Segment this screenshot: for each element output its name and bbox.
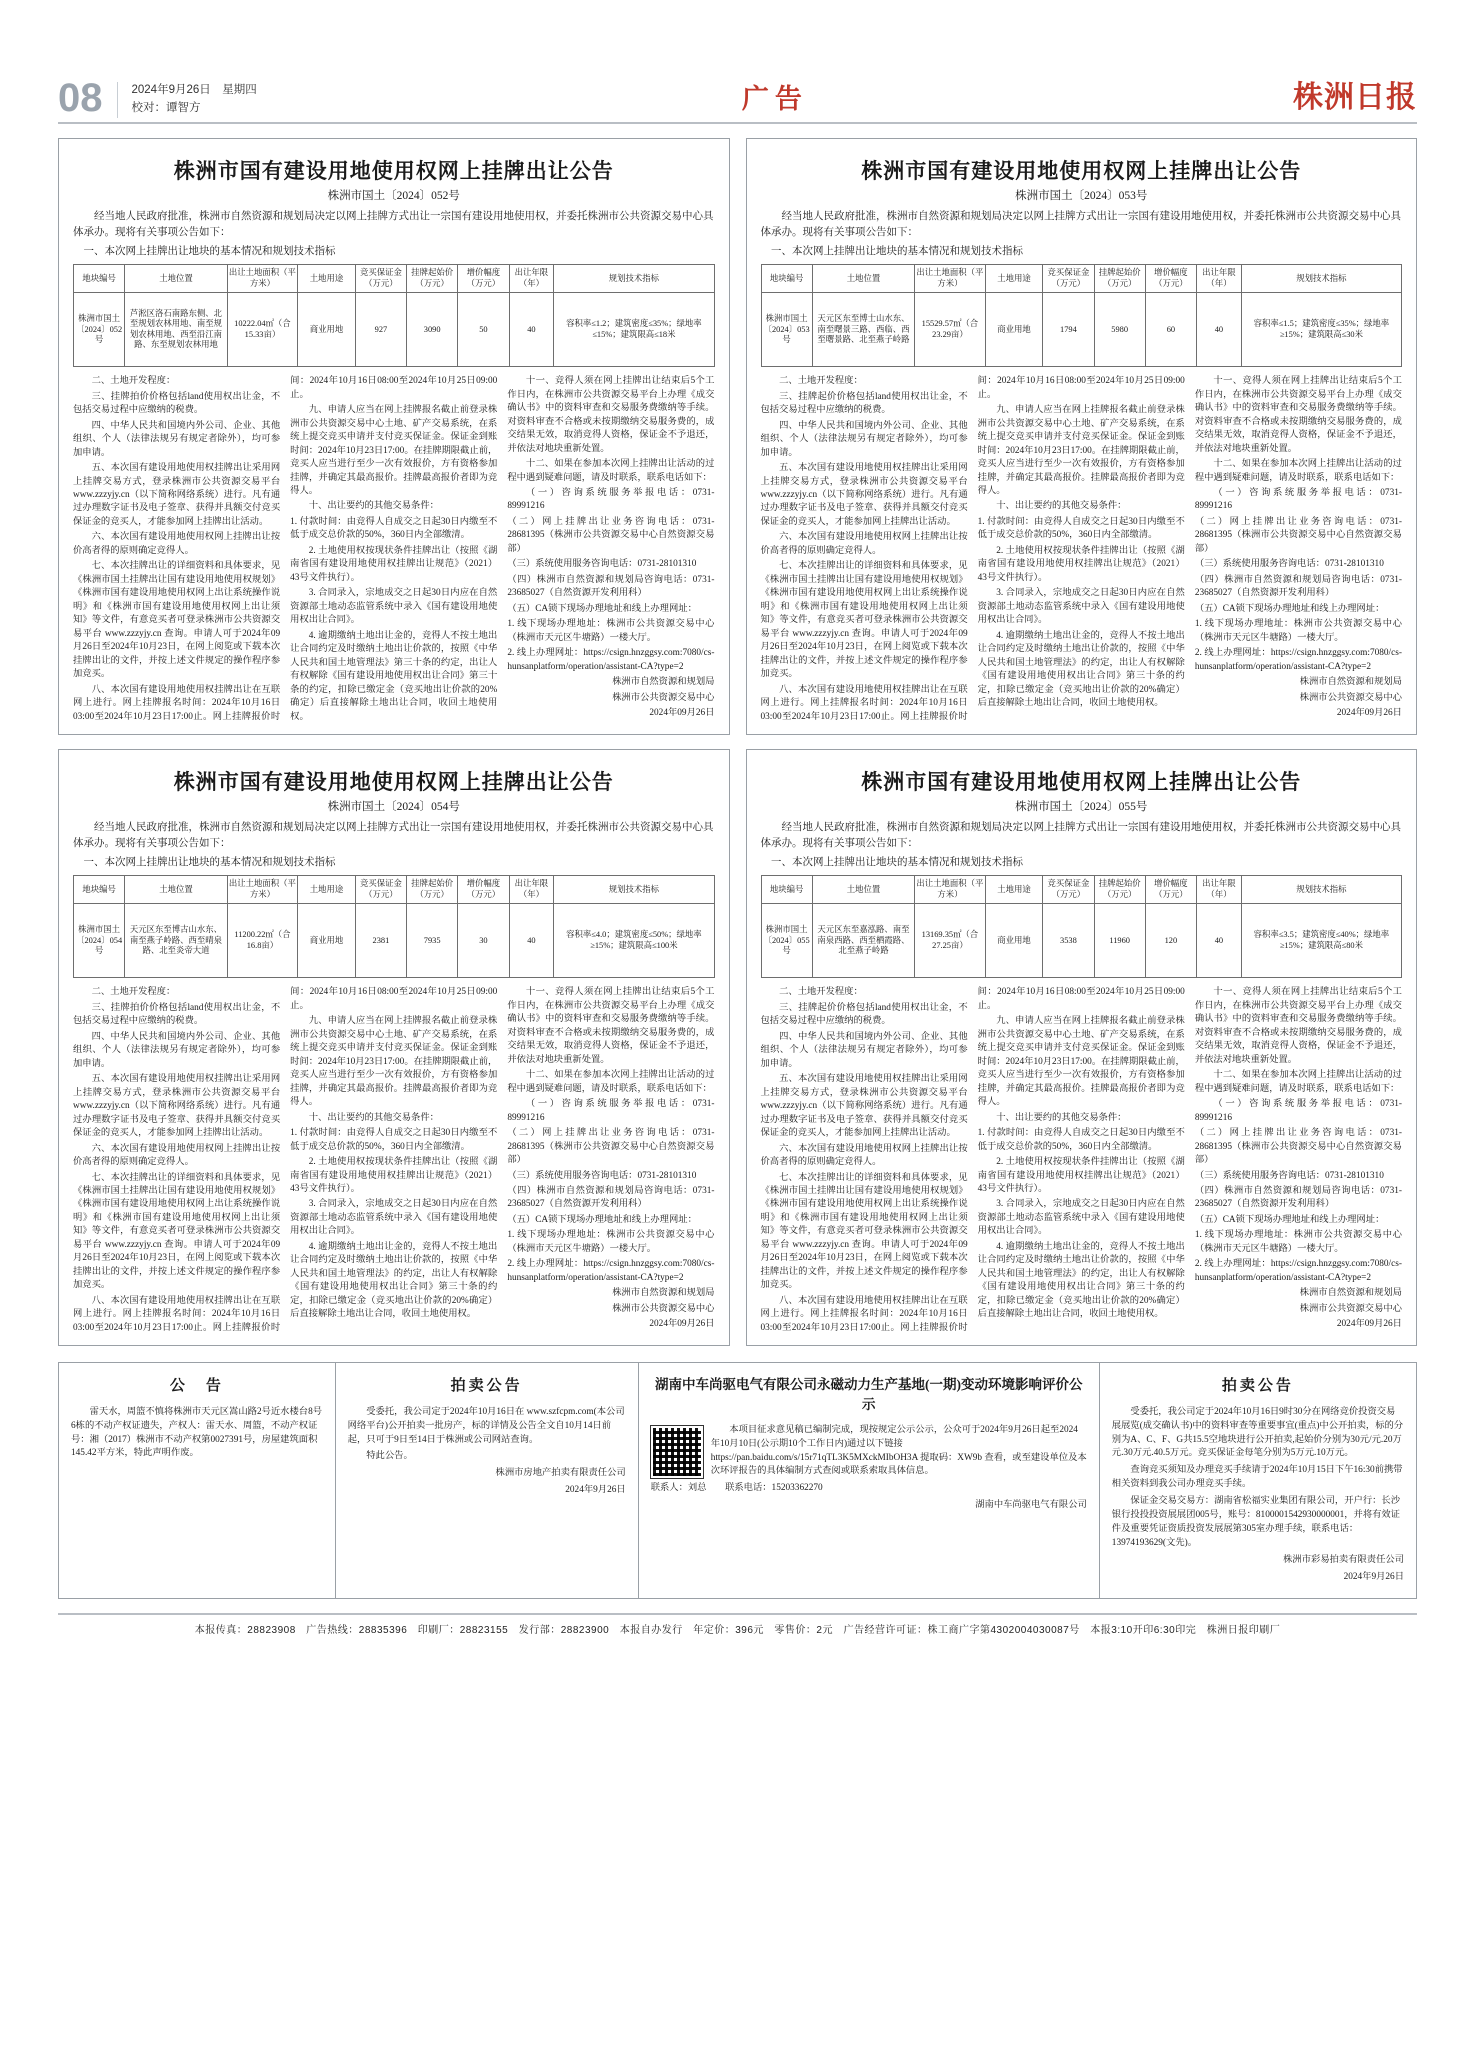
- td-start-price: 11960: [1094, 904, 1145, 978]
- body-para: 八、本次国有建设用地使用权挂牌出让在互联网上进行。网上挂牌报名时间：2024年10月16日03:00至2024年10月23日17:00止。网上挂牌报价时间：2024年10月16日08:00至2024年10月25日09:00止。: [760, 987, 1185, 1333]
- body-para: 三、挂牌拍价价格包括land使用权出让金，不包括交易过程中应缴纳的税费。: [73, 391, 281, 416]
- th-use: 土地用途: [985, 876, 1043, 904]
- ad-signature-date: 2024年9月26日: [1343, 1571, 1404, 1582]
- header-divider: [58, 122, 1417, 124]
- th-increment: 增价幅度（万元）: [458, 265, 509, 293]
- th-years: 出让年限（年）: [1197, 265, 1242, 293]
- table-row: [74, 904, 715, 978]
- signature-line: 株洲市自然资源和规划局: [612, 677, 715, 688]
- td-location: 芦淞区洛石南路东侧、北至规划农林用地、南至规划农林用地、西至沿江南路、东至规划农林用地: [125, 293, 227, 367]
- publish-date: 2024年9月26日 星期四: [131, 84, 257, 97]
- td-start-price: 7935: [407, 904, 458, 978]
- signature-line: 株洲市公共资源交易中心: [1299, 692, 1402, 703]
- td-location: 天元区东至嘉泓路、南至南泉西路、西至栖霞路、北至燕子岭路: [812, 904, 914, 978]
- th-deposit: 竞买保证金（万元）: [355, 265, 406, 293]
- body-para: 六、本次国有建设用地使用权网上挂牌出让按价高者得的原则确定竞得人。: [73, 532, 281, 556]
- notice-block: [746, 749, 1418, 1346]
- notice-section-1: 一、本次网上挂牌出让地块的基本情况和规划技术指标: [83, 856, 336, 868]
- body-para: 二、土地开发程度：: [779, 987, 863, 998]
- body-para: （五）CA锁下现场办理地址和线上办理网址：: [1194, 603, 1385, 614]
- td-use: 商业用地: [298, 904, 356, 978]
- notice-doc-no: 株洲市国土〔2024〕053号: [1015, 190, 1148, 202]
- body-para: 七、本次挂牌出让的详细资料和具体要求，见《株洲市国土挂牌出让国有建设用地使用权规划》《株洲市国有建设用地使用权网上出让系统操作说明》和《株洲市国有建设用地使用权网上出让须知》等文件，有意竞买者可登录株洲市公共资源交易平台 www.zzzyjy.cn 查询。申请人可于2024年09月26日至2024年10月23日，在网上阅览或下载本次挂牌出让的文件，并按上述文件规定的操作程序参加竞买。: [760, 1172, 968, 1291]
- td-indicators: 容积率≤3.5；建筑密度≤40%；绿地率≥15%；建筑限高≤80米: [1241, 904, 1401, 978]
- body-para: 3. 合同录入，宗地成交之日起30日内应在自然资源部土地动态监管系统中录入《国有建设用地使用权出让合同》。: [290, 588, 498, 626]
- body-para: （三）系统使用服务咨询电话：0731-28101310: [507, 1170, 697, 1181]
- body-para: 八、本次国有建设用地使用权挂牌出让在互联网上进行。网上挂牌报名时间：2024年10月16日03:00至2024年10月23日17:00止。网上挂牌报价时间：2024年10月16日08:00至2024年10月25日09:00止。: [760, 376, 1185, 722]
- body-para: 2. 线上办理网址：https://csign.hnzggsy.com:7080/cs-hunsanplatform/operation/assistant-CA?type=2: [507, 1259, 715, 1283]
- body-para: （二）网上挂牌出让业务咨询电话：0731-28681395（株洲市公共资源交易中心自然资源交易部）: [507, 1128, 715, 1166]
- th-indicators: 规划技术指标: [554, 876, 714, 904]
- notice-lead: 经当地人民政府批准，株洲市自然资源和规划局决定以网上挂牌方式出让一宗国有建设用地使用权，并委托株洲市公共资源交易中心具体承办。现将有关事项公告如下：: [760, 211, 1401, 238]
- proofreader: 校对：谭智方: [131, 102, 201, 115]
- body-para: （四）株洲市自然资源和规划局咨询电话：0731-23685027（自然资源开发利用科）: [507, 574, 715, 599]
- body-para: 2. 线上办理网址：https://csign.hnzggsy.com:7080/cs-hunsanplatform/operation/assistant-CA?type=2: [1194, 648, 1402, 672]
- td-years: 40: [1197, 293, 1242, 367]
- body-para: 八、本次国有建设用地使用权挂牌出让在互联网上进行。网上挂牌报名时间：2024年10月16日03:00至2024年10月23日17:00止。网上挂牌报价时间：2024年10月16日08:00至2024年10月25日09:00止。: [73, 987, 498, 1333]
- td-increment: 30: [458, 904, 509, 978]
- body-para: （四）株洲市自然资源和规划局咨询电话：0731-23685027（自然资源开发利用科）: [1194, 1185, 1402, 1210]
- ad-public-notice: [59, 1363, 336, 1598]
- td-area: 11200.22㎡（合16.8亩）: [227, 904, 297, 978]
- notice-title: 株洲市国有建设用地使用权网上挂牌出让公告: [861, 770, 1302, 795]
- td-indicators: 容积率≤4.0；建筑密度≤50%；绿地率≥15%；建筑限高≤100米: [554, 904, 714, 978]
- td-use: 商业用地: [985, 904, 1043, 978]
- qr-code-icon: [651, 1426, 703, 1478]
- body-para: 2. 土地使用权按现状条件挂牌出让（按照《湖南省国有建设用地使用权挂牌出让规范》（2021）43号文件执行）。: [977, 545, 1185, 583]
- body-para: （一）咨询系统服务举报电话：0731-89991216: [1194, 1099, 1402, 1123]
- notice-lead: 经当地人民政府批准，株洲市自然资源和规划局决定以网上挂牌方式出让一宗国有建设用地使用权，并委托株洲市公共资源交易中心具体承办。现将有关事项公告如下：: [73, 211, 714, 238]
- body-para: 三、挂牌起价价格包括land使用权出让金，不包括交易过程中应缴纳的税费。: [760, 391, 968, 416]
- body-para: （四）株洲市自然资源和规划局咨询电话：0731-23685027（自然资源开发利用科）: [507, 1185, 715, 1210]
- th-parcel-no: 地块编号: [761, 876, 812, 904]
- notice-title: 株洲市国有建设用地使用权网上挂牌出让公告: [861, 159, 1302, 183]
- ad-body: 本项目征求意见稿已编制完成，现按规定公示公示，公众可于2024年9月26日起至2024年10月10日(公示期10个工作日内)通过以下链接 https://pan.baidu.com/s/15r71qTL3K5MXckMIbOH3A 提取码：XW9b 查看，或至建设单位及本次环评报告的具体编制方式查阅或联系索取具体信息。: [710, 1424, 1087, 1477]
- ad-environmental-notice: [639, 1363, 1100, 1598]
- th-start-price: 挂牌起始价（万元）: [1094, 876, 1145, 904]
- ad-auction-notice-2: [1100, 1363, 1416, 1598]
- td-deposit: 3538: [1043, 904, 1094, 978]
- body-para: （三）系统使用服务咨询电话：0731-28101310: [507, 559, 697, 570]
- th-location: 土地位置: [125, 265, 227, 293]
- td-use: 商业用地: [985, 293, 1043, 367]
- body-para: 五、本次国有建设用地使用权挂牌出让采用网上挂牌交易方式，登录株洲市公共资源交易平台 www.zzzyjy.cn（以下简称网络系统）进行。凡有通过办理数字证书及电子签章、获得并具额交付竞买保证金的竞买人，才能参加网上挂牌出让活动。: [760, 463, 968, 527]
- body-para: 三、挂牌拍价价格包括land使用权出让金，不包括交易过程中应缴纳的税费。: [73, 1002, 281, 1027]
- notice-block: [746, 138, 1418, 735]
- th-start-price: 挂牌起始价（万元）: [1094, 265, 1145, 293]
- ad-body: 保证金交易交易方：湖南省松福实业集团有限公司，开户行：长沙银行投投投资展展团005号，账号：8100001542930000001，并将有效证件及重要凭证资质投资发展展第305室办理手续，联系电话：13974193629(文先)。: [1111, 1496, 1401, 1549]
- notice-body: [761, 986, 1403, 1335]
- th-location: 土地位置: [812, 876, 914, 904]
- th-years: 出让年限（年）: [1197, 876, 1242, 904]
- th-location: 土地位置: [125, 876, 227, 904]
- body-para: 4. 逾期缴纳土地出让金的，竞得人不按土地出让合同约定及时缴纳土地出让价款的，按照《中华人民共和国土地管理法》的约定，出让人有权解除《国有建设用地使用权出让合同》第三十条的约定，扣除已缴定金（竞买地出让价款的20%确定）后直接解除土地出让合同，收回土地使用权。: [290, 1241, 498, 1320]
- page-number: 08: [58, 76, 103, 120]
- body-para: 十一、竞得人须在网上挂牌出让结束后5个工作日内，在株洲市公共资源交易平台上办理《成交确认书》中的资料审查和交易服务费缴纳等手续。对资料审查不合格或未按期缴纳交易服务费的，成交结果无效，取消竞得人资格，保证金不予退还，并依法对地块重新处置。: [1194, 376, 1402, 454]
- body-para: 2. 土地使用权按现状条件挂牌出让（按照《湖南省国有建设用地使用权挂牌出让规范》（2021）43号文件执行）。: [290, 1157, 498, 1194]
- table-row: [761, 293, 1402, 367]
- th-deposit: 竞买保证金（万元）: [355, 876, 406, 904]
- body-para: 1. 线下现场办理地址：株洲市公共资源交易中心（株洲市天元区牛塘路）一楼大厅。: [1194, 1230, 1402, 1254]
- body-para: （五）CA锁下现场办理地址和线上办理网址：: [1194, 1214, 1385, 1225]
- body-para: 六、本次国有建设用地使用权网上挂牌出让按价高者得的原则确定竞得人。: [73, 1143, 281, 1168]
- ad-auction-notice-1: [336, 1363, 639, 1598]
- body-para: 四、中华人民共和国境内外公司、企业、其他组织、个人（法律法规另有规定者除外），均可参加申请。: [760, 1031, 968, 1069]
- body-para: 2. 土地使用权按现状条件挂牌出让（按照《湖南省国有建设用地使用权挂牌出让规范》（2021）43号文件执行）。: [290, 545, 498, 583]
- land-table: [761, 875, 1403, 978]
- ad-signature-date: 2024年9月26日: [565, 1485, 626, 1496]
- notice-section-1: 一、本次网上挂牌出让地块的基本情况和规划技术指标: [83, 245, 336, 257]
- th-deposit: 竞买保证金（万元）: [1043, 876, 1094, 904]
- body-para: 十、出让要约的其他交易条件：: [996, 501, 1127, 512]
- signature-line: 株洲市自然资源和规划局: [612, 1288, 715, 1299]
- td-indicators: 容积率≤1.2；建筑密度≤35%；绿地率≤15%；建筑限高≤18米: [554, 293, 714, 367]
- body-para: （四）株洲市自然资源和规划局咨询电话：0731-23685027（自然资源开发利用科）: [1194, 574, 1402, 599]
- body-para: 三、挂牌起价价格包括land使用权出让金，不包括交易过程中应缴纳的税费。: [760, 1002, 968, 1027]
- td-increment: 60: [1145, 293, 1196, 367]
- notice-doc-no: 株洲市国土〔2024〕055号: [1015, 801, 1148, 814]
- body-para: 七、本次挂牌出让的详细资料和具体要求，见《株洲市国土挂牌出让国有建设用地使用权规划》《株洲市国有建设用地使用权网上出让系统操作说明》和《株洲市国有建设用地使用权网上出让须知》等文件，有意竞买者可登录株洲市公共资源交易平台 www.zzzyjy.cn 查询。申请人可于2024年09月26日至2024年10月23日，在网上阅览或下载本次挂牌出让的文件，并按上述文件规定的操作程序参加竞买。: [73, 561, 281, 680]
- notice-title: 株洲市国有建设用地使用权网上挂牌出让公告: [173, 770, 614, 795]
- body-para: 2. 土地使用权按现状条件挂牌出让（按照《湖南省国有建设用地使用权挂牌出让规范》（2021）43号文件执行）。: [977, 1157, 1185, 1194]
- td-location: 天元区东至博古山水东、南至燕子岭路、西至晴泉路、北至炎帝大道: [125, 904, 227, 978]
- notice-lead: 经当地人民政府批准，株洲市自然资源和规划局决定以网上挂牌方式出让一宗国有建设用地使用权，并委托株洲市公共资源交易中心具体承办。现将有关事项公告如下：: [73, 822, 714, 849]
- th-years: 出让年限（年）: [509, 876, 554, 904]
- ad-signature: 株洲市房地产拍卖有限责任公司: [495, 1468, 626, 1479]
- newspaper-brand: 株洲日报: [1293, 81, 1417, 114]
- th-area: 出让土地面积（平方米）: [915, 876, 985, 904]
- signature-line: 株洲市自然资源和规划局: [1299, 677, 1402, 688]
- td-indicators: 容积率≤1.5；建筑密度≤35%；绿地率≥15%；建筑限高≤30米: [1241, 293, 1401, 367]
- masthead: [0, 0, 1475, 118]
- notices-grid: [58, 138, 1417, 1346]
- body-para: 十二、如果在参加本次网上挂牌出让活动的过程中遇到疑难问题，请及时联系，联系电话如下：: [507, 1070, 715, 1094]
- body-para: 十、出让要约的其他交易条件：: [308, 501, 439, 512]
- notice-title: 株洲市国有建设用地使用权网上挂牌出让公告: [173, 159, 614, 183]
- land-table: [761, 264, 1403, 367]
- signature-date: 2024年09月26日: [649, 1319, 715, 1330]
- signature-date: 2024年09月26日: [1336, 1319, 1402, 1330]
- body-para: 1. 付款时间：由竞得人自成交之日起30日内缴至不低于成交总价款的50%，360日内全部缴清。: [290, 1128, 498, 1152]
- td-parcel-no: 株洲市国土〔2024〕054号: [74, 904, 125, 978]
- notice-section-1: 一、本次网上挂牌出让地块的基本情况和规划技术指标: [771, 245, 1023, 257]
- body-para: 1. 线下现场办理地址：株洲市公共资源交易中心（株洲市天元区牛塘路）一楼大厅。: [507, 1230, 715, 1254]
- body-para: 五、本次国有建设用地使用权挂牌出让采用网上挂牌交易方式，登录株洲市公共资源交易平台 www.zzzyjy.cn（以下简称网络系统）进行。凡有通过办理数字证书及电子签章、获得并具额交付竞买保证金的竞买人，才能参加网上挂牌出让活动。: [73, 1074, 281, 1139]
- th-location: 土地位置: [812, 265, 914, 293]
- body-para: 1. 付款时间：由竞得人自成交之日起30日内缴至不低于成交总价款的50%，360日内全部缴清。: [977, 1128, 1185, 1152]
- body-para: （一）咨询系统服务举报电话：0731-89991216: [1194, 488, 1402, 512]
- body-para: 4. 逾期缴纳土地出让金的，竞得人不按土地出让合同约定及时缴纳土地出让价款的，按照《中华人民共和国土地管理法》的约定，出让人有权解除《国有建设用地使用权出让合同》第三十条的约定，扣除已缴定金（竞买地出让价款的20%确定）后直接解除土地出让合同，收回土地使用权。: [977, 1241, 1185, 1320]
- date-block: [117, 82, 257, 118]
- body-para: （二）网上挂牌出让业务咨询电话：0731-28681395（株洲市公共资源交易中心自然资源交易部）: [1194, 1128, 1402, 1166]
- signature-line: 株洲市自然资源和规划局: [1299, 1288, 1402, 1299]
- signature-date: 2024年09月26日: [649, 708, 715, 719]
- ad-body: 受委托，我公司定于2024年10月16日在 www.szfcpm.com(本公司网络平台)公开拍卖一批房产，标的详情及公告全文自10月14日前起，只可于9日至14日于株洲或公司网站查询。: [347, 1406, 625, 1445]
- body-para: （三）系统使用服务咨询电话：0731-28101310: [1194, 559, 1384, 570]
- th-parcel-no: 地块编号: [74, 876, 125, 904]
- body-para: 3. 合同录入，宗地成交之日起30日内应在自然资源部土地动态监管系统中录入《国有建设用地使用权出让合同》。: [290, 1199, 498, 1237]
- body-para: 四、中华人民共和国境内外公司、企业、其他组织、个人（法律法规另有规定者除外），均可参加申请。: [760, 420, 968, 458]
- body-para: 1. 线下现场办理地址：株洲市公共资源交易中心（株洲市天元区牛塘路）一楼大厅。: [1194, 619, 1402, 643]
- ad-body: 查询竞买须知及办理竞买手续请于2024年10月15日下午16:30前携带相关资料到我公司办理竞买手续。: [1111, 1465, 1403, 1490]
- body-para: 1. 付款时间：由竞得人自成交之日起30日内缴至不低于成交总价款的50%，360日内全部缴清。: [290, 516, 498, 541]
- notice-doc-no: 株洲市国土〔2024〕054号: [327, 801, 460, 814]
- ad-contact: 联系人：刘总 联系电话：15203362270: [650, 1483, 823, 1494]
- th-deposit: 竞买保证金（万元）: [1043, 265, 1094, 293]
- body-para: 五、本次国有建设用地使用权挂牌出让采用网上挂牌交易方式，登录株洲市公共资源交易平台 www.zzzyjy.cn（以下简称网络系统）进行。凡有通过办理数字证书及电子签章、获得并具额交付竞买保证金的竞买人，才能参加网上挂牌出让活动。: [760, 1074, 968, 1139]
- bottom-ads-strip: [58, 1362, 1417, 1599]
- body-para: 二、土地开发程度：: [779, 376, 863, 387]
- td-years: 40: [1197, 904, 1242, 978]
- body-para: 十一、竞得人须在网上挂牌出让结束后5个工作日内，在株洲市公共资源交易平台上办理《成交确认书》中的资料审查和交易服务费缴纳等手续。对资料审查不合格或未按期缴纳交易服务费的，成交结果无效，取消竞得人资格，保证金不予退还，并依法对地块重新处置。: [507, 987, 715, 1065]
- th-parcel-no: 地块编号: [74, 265, 125, 293]
- td-start-price: 3090: [407, 293, 458, 367]
- body-para: 十二、如果在参加本次网上挂牌出让活动的过程中遇到疑难问题，请及时联系，联系电话如下：: [1194, 459, 1402, 483]
- body-para: 五、本次国有建设用地使用权挂牌出让采用网上挂牌交易方式，登录株洲市公共资源交易平台 www.zzzyjy.cn（以下简称网络系统）进行。凡有通过办理数字证书及电子签章、获得并具额交付竞买保证金的竞买人，才能参加网上挂牌出让活动。: [73, 463, 281, 527]
- td-years: 40: [509, 293, 554, 367]
- th-increment: 增价幅度（万元）: [1145, 876, 1196, 904]
- ad-title: 拍卖公告: [450, 1378, 523, 1395]
- th-indicators: 规划技术指标: [1241, 265, 1401, 293]
- body-para: 六、本次国有建设用地使用权网上挂牌出让按价高者得的原则确定竞得人。: [760, 1143, 968, 1168]
- td-deposit: 927: [355, 293, 406, 367]
- notice-lead: 经当地人民政府批准，株洲市自然资源和规划局决定以网上挂牌方式出让一宗国有建设用地使用权，并委托株洲市公共资源交易中心具体承办。现将有关事项公告如下：: [760, 822, 1401, 849]
- td-area: 13169.35㎡（合27.25亩）: [915, 904, 985, 978]
- page-footer: 本报传真：28823908 广告热线：28835396 印刷厂：28823155 发行部：28823900 本报自办发行 年定价：396元 零售价：2元 广告经营许可证：株工商广字第4302004030087号 本报3:10开印6:30印完 株洲日报印刷厂: [58, 1613, 1417, 1636]
- body-para: 九、申请人应当在网上挂牌报名截止前登录株洲市公共资源交易中心土地、矿产交易系统，在系统上提交竞买申请并支付竞买保证金。保证金到账时间：2024年10月23日17:00。在挂牌期限截止前，竞买人应当进行至少一次有效报价，方有资格参加挂牌，并确定其最高报价。挂牌最高报价者即为竞得人。: [290, 1016, 498, 1108]
- body-para: （二）网上挂牌出让业务咨询电话：0731-28681395（株洲市公共资源交易中心自然资源交易部）: [507, 516, 715, 554]
- table-row: [761, 904, 1402, 978]
- notice-section-1: 一、本次网上挂牌出让地块的基本情况和规划技术指标: [771, 856, 1023, 868]
- notice-body: [73, 375, 715, 724]
- td-start-price: 5980: [1094, 293, 1145, 367]
- body-para: 2. 线上办理网址：https://csign.hnzggsy.com:7080/cs-hunsanplatform/operation/assistant-CA?type=2: [1194, 1259, 1402, 1283]
- body-para: 十二、如果在参加本次网上挂牌出让活动的过程中遇到疑难问题，请及时联系，联系电话如下：: [507, 459, 715, 483]
- body-para: 十、出让要约的其他交易条件：: [996, 1112, 1127, 1123]
- body-para: 1. 付款时间：由竞得人自成交之日起30日内缴至不低于成交总价款的50%，360日内全部缴清。: [977, 516, 1185, 541]
- body-para: 3. 合同录入，宗地成交之日起30日内应在自然资源部土地动态监管系统中录入《国有建设用地使用权出让合同》。: [977, 1199, 1185, 1237]
- body-para: 九、申请人应当在网上挂牌报名截止前登录株洲市公共资源交易中心土地、矿产交易系统，在系统上提交竞买申请并支付竞买保证金。保证金到账时间：2024年10月23日17:00。在挂牌期限截止前，竞买人应当进行至少一次有效报价，方有资格参加挂牌，并确定其最高报价。挂牌最高报价者即为竞得人。: [977, 405, 1185, 496]
- td-deposit: 2381: [355, 904, 406, 978]
- body-para: 二、土地开发程度：: [91, 987, 176, 998]
- section-title: 广告: [741, 84, 808, 114]
- body-para: 十、出让要约的其他交易条件：: [308, 1112, 439, 1123]
- body-para: 2. 线上办理网址：https://csign.hnzggsy.com:7080/cs-hunsanplatform/operation/assistant-CA?type=2: [507, 648, 715, 672]
- signature-line: 株洲市公共资源交易中心: [1299, 1303, 1402, 1314]
- body-para: 二、土地开发程度：: [91, 376, 176, 387]
- body-para: 十二、如果在参加本次网上挂牌出让活动的过程中遇到疑难问题，请及时联系，联系电话如下：: [1194, 1070, 1402, 1094]
- body-para: 4. 逾期缴纳土地出让金的，竞得人不按土地出让合同约定及时缴纳土地出让价款的，按照《中华人民共和国土地管理法》的约定，出让人有权解除《国有建设用地使用权出让合同》第三十条的约定，扣除已缴定金（竞买地出让价款的20%确定）后直接解除土地出让合同，收回土地使用权。: [977, 630, 1185, 709]
- signature-line: 株洲市公共资源交易中心: [612, 692, 715, 703]
- th-indicators: 规划技术指标: [554, 265, 714, 293]
- ad-body: 受委托，我公司定于2024年10月16日9时30分在网络竞价投资交易展展览(成交确认书)中的资料审查等重要事宜(重点)中公开拍卖，标的分别为A、C、F、G共15.5空地块进行公开拍卖,起始价分别为30元/元.20万元.30万元.40.5万元。竞买保证金每笔分别为5万元.10万元。: [1111, 1406, 1404, 1459]
- body-para: 1. 线下现场办理地址：株洲市公共资源交易中心（株洲市天元区牛塘路）一楼大厅。: [507, 619, 715, 643]
- ad-body: 雷天水，周篮不慎将株洲市天元区嵩山路2号近水楼台8号6栋的不动产权证遗失，产权人：雷天水、周篮，不动产权证号：湘（2017）株洲市不动产权第0027391号，房屋建筑面积145.42平方米，特此声明作废。: [71, 1406, 323, 1459]
- body-para: 3. 合同录入，宗地成交之日起30日内应在自然资源部土地动态监管系统中录入《国有建设用地使用权出让合同》。: [977, 588, 1185, 626]
- td-deposit: 1794: [1043, 293, 1094, 367]
- td-parcel-no: 株洲市国土〔2024〕052号: [74, 293, 125, 367]
- th-area: 出让土地面积（平方米）: [227, 265, 297, 293]
- th-use: 土地用途: [985, 265, 1043, 293]
- ad-signature: 株洲市彩易拍卖有限责任公司: [1283, 1555, 1404, 1565]
- th-use: 土地用途: [298, 876, 356, 904]
- td-increment: 120: [1145, 904, 1196, 978]
- body-para: （三）系统使用服务咨询电话：0731-28101310: [1194, 1170, 1384, 1181]
- body-para: 十一、竞得人须在网上挂牌出让结束后5个工作日内，在株洲市公共资源交易平台上办理《成交确认书》中的资料审查和交易服务费缴纳等手续。对资料审查不合格或未按期缴纳交易服务费的，成交结果无效，取消竞得人资格，保证金不予退还，并依法对地块重新处置。: [507, 376, 715, 454]
- th-indicators: 规划技术指标: [1241, 876, 1401, 904]
- ad-title: 拍卖公告: [1221, 1378, 1294, 1395]
- notice-body: [73, 986, 715, 1335]
- td-use: 商业用地: [298, 293, 356, 367]
- signature-date: 2024年09月26日: [1336, 708, 1402, 719]
- body-para: （五）CA锁下现场办理地址和线上办理网址：: [507, 1214, 697, 1225]
- body-para: （二）网上挂牌出让业务咨询电话：0731-28681395（株洲市公共资源交易中心自然资源交易部）: [1194, 516, 1402, 554]
- th-parcel-no: 地块编号: [761, 265, 812, 293]
- ad-title: 公 告: [169, 1378, 224, 1395]
- td-increment: 50: [458, 293, 509, 367]
- body-para: （一）咨询系统服务举报电话：0731-89991216: [507, 488, 715, 512]
- body-para: 七、本次挂牌出让的详细资料和具体要求，见《株洲市国土挂牌出让国有建设用地使用权规划》《株洲市国有建设用地使用权网上出让系统操作说明》和《株洲市国有建设用地使用权网上出让须知》等文件，有意竞买者可登录株洲市公共资源交易平台 www.zzzyjy.cn 查询。申请人可于2024年09月26日至2024年10月23日，在网上阅览或下载本次挂牌出让的文件，并按上述文件规定的操作程序参加竞买。: [760, 561, 968, 680]
- ad-body: 特此公告。: [366, 1451, 413, 1462]
- notice-block: [58, 138, 730, 735]
- th-increment: 增价幅度（万元）: [458, 876, 509, 904]
- body-para: 九、申请人应当在网上挂牌报名截止前登录株洲市公共资源交易中心土地、矿产交易系统，在系统上提交竞买申请并支付竞买保证金。保证金到账时间：2024年10月23日17:00。在挂牌期限截止前，竞买人应当进行至少一次有效报价，方有资格参加挂牌，并确定其最高报价。挂牌最高报价者即为竞得人。: [977, 1016, 1185, 1108]
- th-start-price: 挂牌起始价（万元）: [407, 265, 458, 293]
- th-area: 出让土地面积（平方米）: [915, 265, 985, 293]
- body-para: （五）CA锁下现场办理地址和线上办理网址：: [507, 603, 697, 614]
- body-para: 六、本次国有建设用地使用权网上挂牌出让按价高者得的原则确定竞得人。: [760, 532, 968, 556]
- td-parcel-no: 株洲市国土〔2024〕053号: [761, 293, 812, 367]
- signature-line: 株洲市公共资源交易中心: [612, 1303, 715, 1314]
- body-para: 九、申请人应当在网上挂牌报名截止前登录株洲市公共资源交易中心土地、矿产交易系统，在系统上提交竞买申请并支付竞买保证金。保证金到账时间：2024年10月23日17:00。在挂牌期限截止前，竞买人应当进行至少一次有效报价，方有资格参加挂牌，并确定其最高报价。挂牌最高报价者即为竞得人。: [290, 405, 498, 496]
- td-parcel-no: 株洲市国土〔2024〕055号: [761, 904, 812, 978]
- th-increment: 增价幅度（万元）: [1145, 265, 1196, 293]
- land-table: [73, 875, 715, 978]
- td-area: 15529.57㎡（合23.29亩）: [915, 293, 985, 367]
- body-para: 八、本次国有建设用地使用权挂牌出让在互联网上进行。网上挂牌报名时间：2024年10月16日03:00至2024年10月23日17:00止。网上挂牌报价时间：2024年10月16日08:00至2024年10月25日09:00止。: [73, 376, 498, 722]
- td-location: 天元区东至博士山水东、南至曙景三路、西临、西至曙景路、北至燕子岭路: [812, 293, 914, 367]
- ad-title: 湖南中车尚驱电气有限公司永磁动力生产基地(一期)变动环境影响评价公示: [654, 1377, 1083, 1413]
- table-row: [74, 293, 715, 367]
- body-para: 七、本次挂牌出让的详细资料和具体要求，见《株洲市国土挂牌出让国有建设用地使用权规划》《株洲市国有建设用地使用权网上出让系统操作说明》和《株洲市国有建设用地使用权网上出让须知》等文件，有意竞买者可登录株洲市公共资源交易平台 www.zzzyjy.cn 查询。申请人可于2024年09月26日至2024年10月23日，在网上阅览或下载本次挂牌出让的文件，并按上述文件规定的操作程序参加竞买。: [73, 1172, 281, 1291]
- th-area: 出让土地面积（平方米）: [227, 876, 297, 904]
- land-table: [73, 264, 715, 367]
- body-para: 十一、竞得人须在网上挂牌出让结束后5个工作日内，在株洲市公共资源交易平台上办理《成交确认书》中的资料审查和交易服务费缴纳等手续。对资料审查不合格或未按期缴纳交易服务费的，成交结果无效，取消竞得人资格，保证金不予退还，并依法对地块重新处置。: [1194, 987, 1402, 1065]
- th-start-price: 挂牌起始价（万元）: [407, 876, 458, 904]
- th-years: 出让年限（年）: [509, 265, 554, 293]
- ad-signature: 湖南中车尚驱电气有限公司: [975, 1500, 1087, 1511]
- notice-doc-no: 株洲市国土〔2024〕052号: [327, 190, 460, 202]
- body-para: （一）咨询系统服务举报电话：0731-89991216: [507, 1099, 715, 1123]
- body-para: 4. 逾期缴纳土地出让金的，竞得人不按土地出让合同约定及时缴纳土地出让价款的，按照《中华人民共和国土地管理法》第三十条的约定，出让人有权解除《国有建设用地使用权出让合同》第三十条的约定，扣除已缴定金（竞买地出让价款的20%确定）后直接解除土地出让合同，收回土地使用权。: [290, 630, 498, 722]
- td-years: 40: [509, 904, 554, 978]
- td-area: 10222.04㎡（合15.33亩）: [227, 293, 297, 367]
- th-use: 土地用途: [298, 265, 356, 293]
- body-para: 四、中华人民共和国境内外公司、企业、其他组织、个人（法律法规另有规定者除外），均可参加申请。: [73, 420, 281, 458]
- body-para: 四、中华人民共和国境内外公司、企业、其他组织、个人（法律法规另有规定者除外），均可参加申请。: [73, 1031, 281, 1069]
- notice-body: [761, 375, 1403, 724]
- notice-block: [58, 749, 730, 1346]
